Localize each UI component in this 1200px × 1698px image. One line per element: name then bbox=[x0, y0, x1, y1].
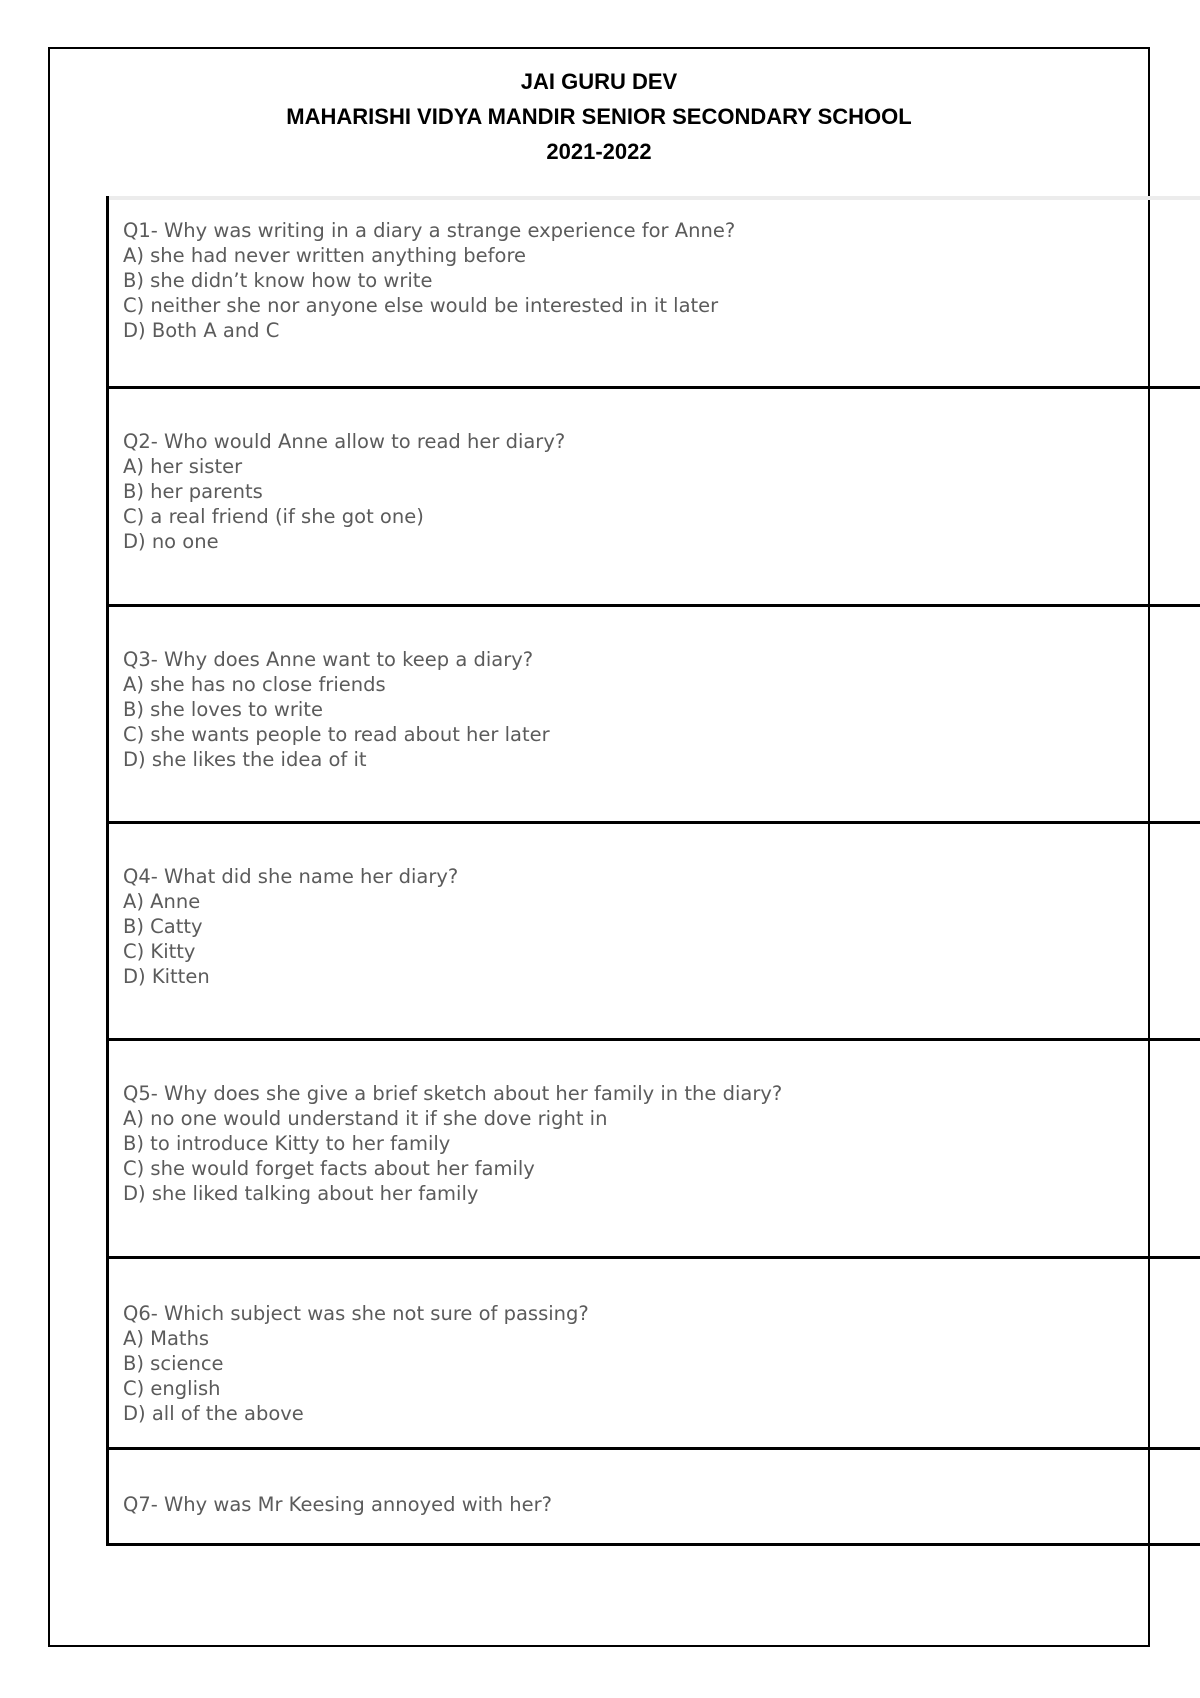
question-row-2 bbox=[109, 389, 1200, 607]
question-table bbox=[106, 196, 1200, 1546]
option-a: A) she has no close friends bbox=[123, 673, 386, 696]
option-d: D) Both A and C bbox=[123, 319, 280, 342]
question-row-6 bbox=[109, 1259, 1200, 1450]
question-row-4 bbox=[109, 824, 1200, 1041]
document-header bbox=[48, 64, 1150, 169]
option-c: C) english bbox=[123, 1377, 221, 1400]
header-motto: JAI GURU DEV bbox=[520, 69, 678, 94]
option-c: C) she wants people to read about her later bbox=[123, 723, 550, 746]
question-text: Q1- Why was writing in a diary a strange experience for Anne? bbox=[123, 219, 736, 242]
option-c: C) Kitty bbox=[123, 940, 196, 963]
question-row-1 bbox=[109, 196, 1200, 389]
option-a: A) no one would understand it if she dove right in bbox=[123, 1107, 608, 1130]
question-text: Q6- Which subject was she not sure of passing? bbox=[123, 1302, 589, 1325]
option-b: B) she loves to write bbox=[123, 698, 323, 721]
option-b: B) she didn’t know how to write bbox=[123, 269, 433, 292]
option-c: C) she would forget facts about her family bbox=[123, 1157, 535, 1180]
question-text: Q7- Why was Mr Keesing annoyed with her? bbox=[123, 1493, 552, 1516]
option-c: C) a real friend (if she got one) bbox=[123, 505, 424, 528]
question-text: Q5- Why does she give a brief sketch about her family in the diary? bbox=[123, 1082, 783, 1105]
option-d: D) she likes the idea of it bbox=[123, 748, 367, 771]
question-text: Q2- Who would Anne allow to read her diary? bbox=[123, 430, 566, 453]
question-row-3 bbox=[109, 607, 1200, 824]
option-b: B) science bbox=[123, 1352, 224, 1375]
question-row-5 bbox=[109, 1041, 1200, 1259]
option-d: D) all of the above bbox=[123, 1402, 304, 1425]
question-text: Q4- What did she name her diary? bbox=[123, 865, 459, 888]
option-c: C) neither she nor anyone else would be interested in it later bbox=[123, 294, 719, 317]
option-a: A) Anne bbox=[123, 890, 201, 913]
option-a: A) she had never written anything before bbox=[123, 244, 527, 267]
option-a: A) Maths bbox=[123, 1327, 210, 1350]
option-d: D) she liked talking about her family bbox=[123, 1182, 479, 1205]
option-b: B) Catty bbox=[123, 915, 203, 938]
option-d: D) no one bbox=[123, 530, 219, 553]
question-row-7 bbox=[109, 1450, 1200, 1546]
option-b: B) her parents bbox=[123, 480, 263, 503]
question-text: Q3- Why does Anne want to keep a diary? bbox=[123, 648, 534, 671]
school-name: MAHARISHI VIDYA MANDIR SENIOR SECONDARY SCHOOL bbox=[286, 104, 912, 129]
option-b: B) to introduce Kitty to her family bbox=[123, 1132, 451, 1155]
option-d: D) Kitten bbox=[123, 965, 210, 988]
option-a: A) her sister bbox=[123, 455, 243, 478]
academic-year: 2021-2022 bbox=[546, 139, 652, 164]
